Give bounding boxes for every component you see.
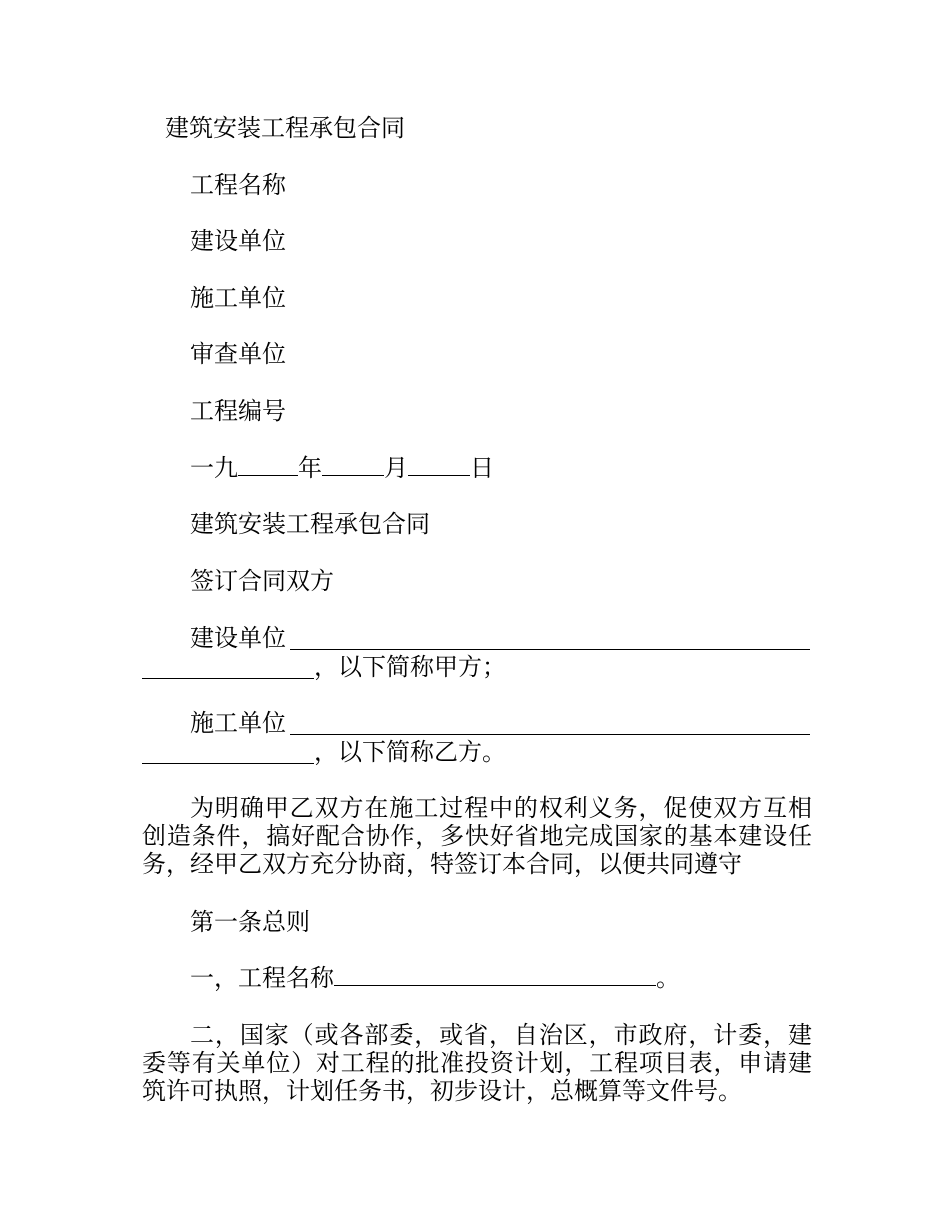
party-a-blank-line2 — [142, 678, 314, 679]
date-year: 年 — [298, 454, 322, 482]
date-day: 日 — [470, 454, 494, 482]
date-line — [190, 454, 494, 482]
article1-heading: 第一条总则 — [190, 908, 310, 936]
contract-title: 建筑安装工程承包合同 — [190, 510, 430, 538]
item2-paragraph: 二，国家（或各部委，或省，自治区，市政府，计委，建委等有关单位）对工程的批准投资计划，工程项目表，申请建筑许可执照，计划任务书，初步设计，总概算等文件号。 — [142, 1021, 812, 1105]
item1-line — [190, 964, 680, 992]
field-project-no: 工程编号 — [190, 397, 286, 425]
year-blank — [238, 455, 298, 476]
month-blank — [322, 455, 384, 476]
party-b-suffix: ，以下简称乙方。 — [314, 738, 506, 766]
date-month: 月 — [384, 454, 408, 482]
day-blank — [408, 455, 470, 476]
item1-label: 一，工程名称 — [190, 964, 334, 992]
parties-heading: 签订合同双方 — [190, 567, 334, 595]
item1-end: 。 — [656, 964, 680, 992]
field-reviewer: 审查单位 — [190, 340, 286, 368]
project-name-blank — [334, 965, 656, 986]
date-prefix: 一九 — [190, 454, 238, 482]
field-project-name: 工程名称 — [190, 171, 286, 199]
party-a-label: 建设单位 — [190, 624, 286, 652]
party-a-blank-line1 — [290, 649, 810, 650]
purpose-paragraph: 为明确甲乙双方在施工过程中的权利义务，促使双方互相创造条件，搞好配合协作，多快好省地完成国家的基本建设任务，经甲乙双方充分协商，特签订本合同，以便共同遵守 — [142, 794, 812, 878]
cover-title: 建筑安装工程承包合同 — [165, 114, 405, 142]
party-b-blank-line2 — [142, 763, 314, 764]
party-b-blank-line1 — [290, 734, 810, 735]
party-a-suffix: ，以下简称甲方； — [314, 653, 506, 681]
field-contractor: 施工单位 — [190, 284, 286, 312]
party-b-label: 施工单位 — [190, 709, 286, 737]
field-builder: 建设单位 — [190, 227, 286, 255]
